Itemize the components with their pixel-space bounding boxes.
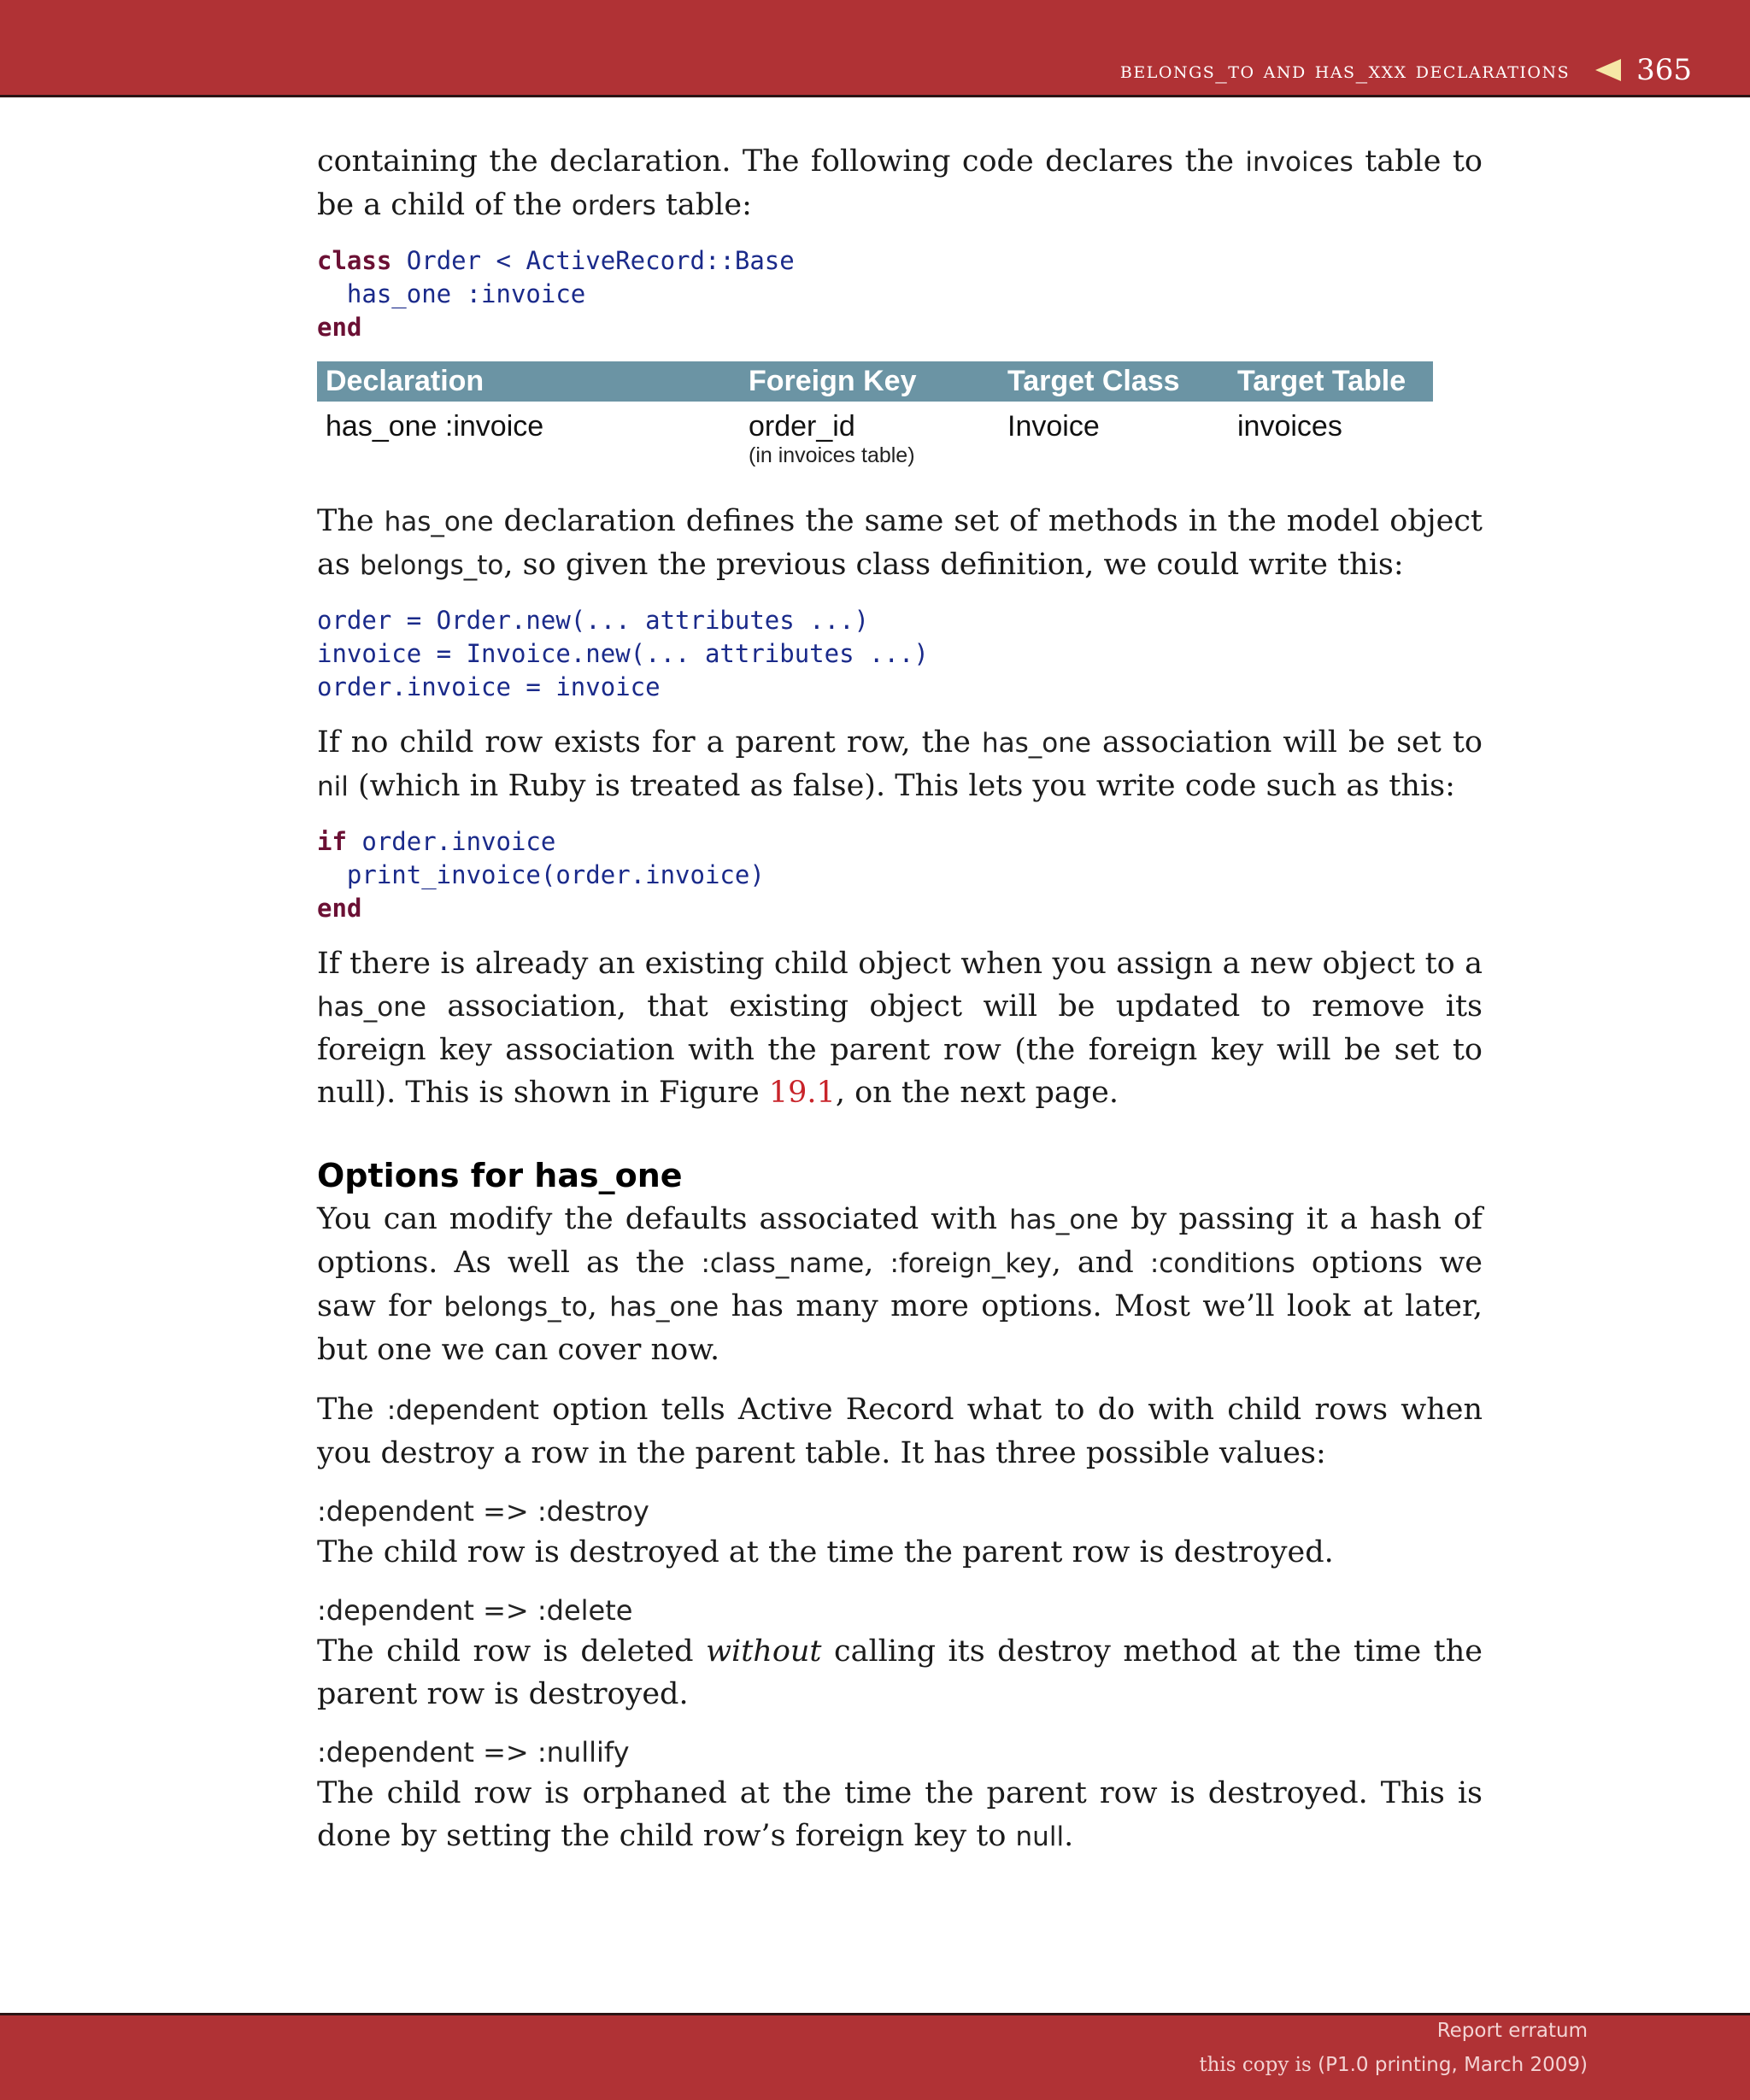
inline-code: has_one [609,1292,719,1323]
table-cell: has_one :invoice [326,410,544,443]
table-cell: invoices [1237,410,1342,443]
table-header-row [317,361,1433,402]
column-header: Target Table [1229,361,1433,402]
paragraph: If there is already an existing child object when you assign a new object to a has_one association, that existing object will be updated to remove its foreign key association with the parent row (the foreign key will be set to null). This is shown in Figure 19.1, on the next page. [317,947,1483,1110]
inline-code: nil [317,771,349,802]
paragraph: containing the declaration. The following code declares the invoices table to be a child of the orders table: [317,144,1483,222]
running-header [1120,53,1692,87]
inline-code: null [1015,1821,1065,1852]
cell-note: (in invoices table) [749,443,915,467]
inline-code: :foreign_key [890,1248,1052,1279]
figure-link[interactable]: 19.1 [768,1076,836,1110]
code-keyword: if [317,827,347,856]
paragraph: If no child row exists for a parent row, the has_one association will be set to nil (which in Ruby is treated as false). This lets you write code such as this: [317,725,1483,803]
option-description: The child row is orphaned at the time the parent row is destroyed. This is done by setting the child row’s foreign key to null. [317,1776,1483,1853]
inline-code: invoices [1245,147,1354,178]
list-item [317,1492,1483,1574]
section-heading: Options for has_one [317,1157,683,1194]
code-block: class Order < ActiveRecord::Base has_one :invoice end [317,246,795,342]
option-description: The child row is deleted without calling its destroy method at the time the parent row is destroyed. [317,1634,1483,1711]
option-term: :dependent => :nullify [317,1736,630,1769]
inline-code: :dependent [386,1395,539,1426]
inline-code: orders [571,191,656,221]
code-block: if order.invoice print_invoice(order.invoice) end [317,827,765,923]
table-cell: order_id (in invoices table) [740,402,999,471]
inline-code: has_one [384,507,494,537]
emphasis: without [706,1634,822,1669]
paragraph: The has_one declaration defines the same set of methods in the model object as belongs_to, so given the previous class definition, we could write this: [317,504,1483,582]
inline-code: belongs_to [443,1292,588,1323]
option-term: :dependent => :delete [317,1594,633,1627]
option-list [317,1492,1483,1858]
inline-code: belongs_to [359,550,504,581]
running-title: belongs_to and has_xxx declarations [1119,56,1571,84]
inline-code: has_one [317,992,426,1023]
inline-code: has_one [981,728,1091,759]
inline-code: :class_name [701,1248,865,1279]
paragraph: The :dependent option tells Active Record what to do with child rows when you destroy a row in the parent table. It has three possible values: [317,1393,1483,1470]
declaration-table [317,361,1433,471]
list-item [317,1591,1483,1716]
report-erratum-link[interactable]: Report erratum [1436,2020,1588,2042]
paragraph: You can modify the defaults associated with has_one by passing it a hash of options. As well as the :class_name, :foreign_key, and :conditions options we saw for belongs_to, has_one has many more options. Most we’ll look at later, but one we can cover now. [317,1202,1483,1367]
table-row [317,402,1433,471]
column-header: Target Class [999,361,1229,402]
column-header: Declaration [317,361,740,402]
inline-code: :conditions [1149,1248,1295,1279]
option-term: :dependent => :destroy [317,1495,649,1528]
column-header: Foreign Key [740,361,999,402]
triangle-left-icon [1595,59,1621,81]
list-item [317,1733,1483,1858]
page-body [317,140,1483,1858]
code-keyword: end [317,894,362,923]
code-block: order = Order.new(... attributes ...) invoice = Invoice.new(... attributes ...) order.invoice = invoice [317,606,929,701]
option-description: The child row is destroyed at the time the parent row is destroyed. [317,1535,1334,1569]
code-keyword: end [317,313,362,342]
page-number: 365 [1636,53,1692,87]
table-cell: Invoice [1007,410,1100,443]
inline-code: has_one [1009,1205,1119,1235]
copy-info: this copy is (P1.0 printing, March 2009) [1199,2054,1588,2076]
code-keyword: class [317,246,392,275]
